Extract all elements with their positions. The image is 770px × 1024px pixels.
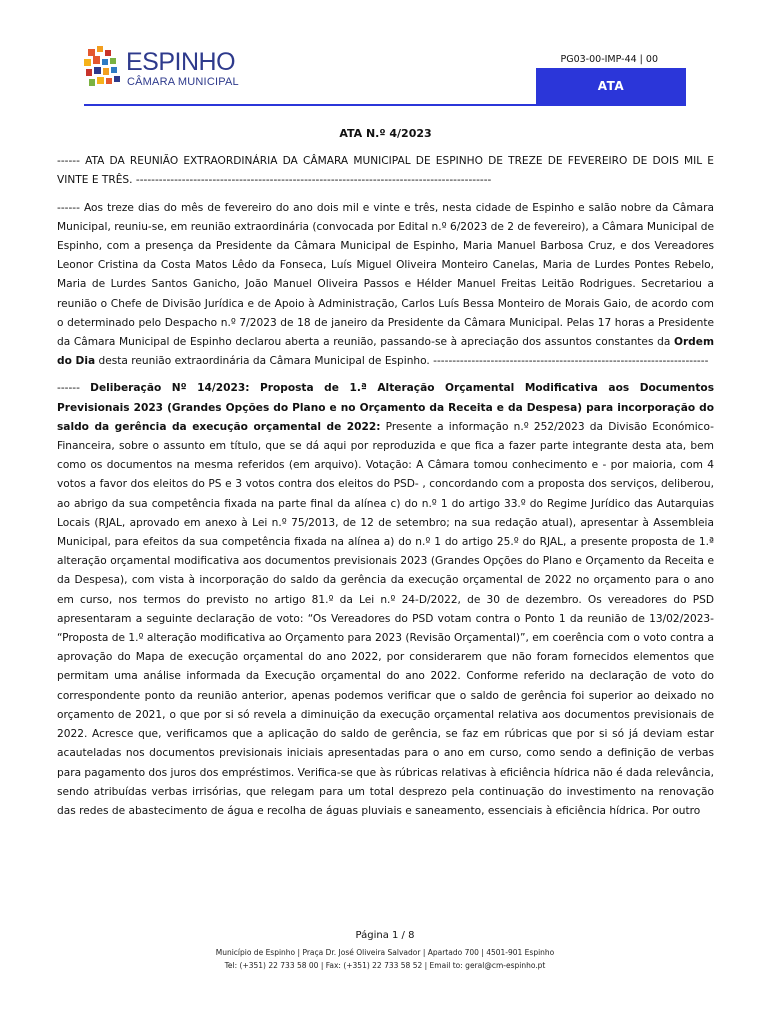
- paragraph-deliberation: [57, 379, 714, 821]
- logo-mosaic-icon: [84, 46, 124, 90]
- deliberation-text: Presente a informação n.º 252/2023 da Divisão Económico-Financeira, sobre o assunto em título, que se dá aqui por reproduzida e que fica a fazer parte integrante desta ata, bem como os documentos na mesma referidos (em arquivo). Votação: A Câmara tomou conhecimento e - por maioria, com 4 votos a favor dos eleitos do PS e 3 votos contra dos eleitos do PSD- , concordando com a proposta dos serviços, deliberou, ao abrigo da sua competência fixada na parte final da alínea c) do n.º 1 do artigo 33.º do Regime Jurídico das Autarquias Locais (RJAL, aprovado em anexo à Lei n.º 75/2013, de 12 de setembro; na sua redação atual), apresentar à Assembleia Municipal, para efeitos da sua competência fixada na alínea a) do n.º 1 do artigo 25.º do RJAL, a presente proposta de 1.ª alteração orçamental modificativa aos documentos previsionais 2023 (Grandes Opções do Plano e Orçamento da Receita e da Despesa), com vista à incorporação do saldo da gerência da execução orçamental de 2022 no orçamento para o ano em curso, nos termos do previsto no artigo 81.º da Lei n.º 24-D/2022, de 30 de dezembro. Os vereadores do PSD apresentaram a seguinte declaração de voto: “Os Vereadores do PSD votam contra o Ponto 1 da reunião de 13/02/2023- “Proposta de 1.º alteração modificativa ao Orçamento para 2023 (Revisão Orçamental)”, em coerência com o voto contra a aprovação do Mapa de execução orçamental do ano 2022, por considerarem que não foram fornecidos elementos que permitam uma análise informada da Execução orçamental do ano 2022. Conforme referido na declaração de voto do correspondente ponto da reunião anterior, apenas podemos verificar que o saldo de gerência foi superior ao deixado no orçamento de 2021, o que por si só revela a diminuição da execução orçamental relativa aos documentos previsionais de 2022. Acresce que, verificamos que a aplicação do saldo de gerência, se faz em rúbricas que por si só já deviam estar acauteladas nos documentos previsionais iniciais apresentadas para o ano em curso, como sendo a definição de verbas para pagamento dos juros dos empréstimos. Verifica-se que às rúbricas relativas à eficiência hídrica não é dada relevância, sendo atribuídas verbas irrisórias, que relegam para um total desprezo pela continuação do investimento na renovação das redes de abastecimento de água e recolha de águas pluviais e saneamento, essenciais à eficiência hídrica. Por outro: [57, 420, 714, 817]
- page-number: Página 1 / 8: [355, 930, 415, 941]
- footer-contacts: Tel: (+351) 22 733 58 00 | Fax: (+351) 22 733 58 52 | Email to: geral@cm-espinho.pt: [224, 961, 546, 970]
- document-title: ATA N.º 4/2023: [339, 127, 432, 140]
- paragraph-opening: [57, 199, 714, 372]
- header-divider: [84, 104, 686, 106]
- logo-name: ESPINHO: [126, 48, 236, 76]
- paragraph-opening-text: ------ Aos treze dias do mês de fevereiro do ano dois mil e vinte e três, nesta cidade de Espinho e salão nobre da Câmara Municipal, reuniu-se, em reunião extraordinária (convocada por Edital n.º 6/2023 de 2 de fevereiro), a Câmara Municipal de Espinho, com a presença da Presidente da Câmara Municipal de Espinho, Maria Manuel Barbosa Cruz, e dos Vereadores Leonor Cristina da Costa Matos Lêdo da Fonseca, Luís Miguel Oliveira Monteiro Canelas, Maria de Lurdes Pontes Rebelo, Maria de Lurdes Santos Ganicho, João Manuel Oliveira Passos e Hélder Manuel Freitas Leitão Rodrigues. Secretariou a reunião o Chefe de Divisão Jurídica e de Apoio à Administração, Carlos Luís Bessa Monteiro de Morais Gaio, de acordo com o determinado pelo Despacho n.º 7/2023 de 18 de janeiro da Presidente da Câmara Municipal. Pelas 17 horas a Presidente da Câmara Municipal de Espinho declarou aberta a reunião, passando-se à apreciação dos assuntos constantes da: [57, 201, 714, 349]
- footer-address: Município de Espinho | Praça Dr. José Oliveira Salvador | Apartado 700 | 4501-901 Espinho: [215, 948, 555, 957]
- document-body: [57, 124, 714, 829]
- deliberation-lead: ------: [57, 382, 91, 395]
- deliberation-title: Deliberação Nº 14/2023: Proposta de 1.ª Alteração Orçamental Modificativa aos Documentos Previsionais 2023 (Grandes Opções do Plano e no Orçamento da Receita e da Despesa) para incorporação do saldo da gerência da execução orçamental de 2022:: [57, 382, 714, 433]
- logo-subtitle: CÂMARA MUNICIPAL: [127, 76, 239, 88]
- ata-badge: ATA: [536, 68, 686, 104]
- municipality-logo: [84, 46, 274, 92]
- paragraph-heading: ------ ATA DA REUNIÃO EXTRAORDINÁRIA DA CÂMARA MUNICIPAL DE ESPINHO DE TREZE DE FEVEREIRO DE DOIS MIL E VINTE E TRÊS. ---------------------------------------------------------------------------------------------: [57, 155, 714, 187]
- document-reference: PG03-00-IMP-44 | 00: [560, 54, 658, 65]
- agenda-label: Ordem do Dia: [57, 336, 714, 368]
- page-footer: [0, 930, 770, 972]
- paragraph-opening-end: desta reunião extraordinária da Câmara Municipal de Espinho. ------------------------------------------------------------------------: [95, 355, 709, 368]
